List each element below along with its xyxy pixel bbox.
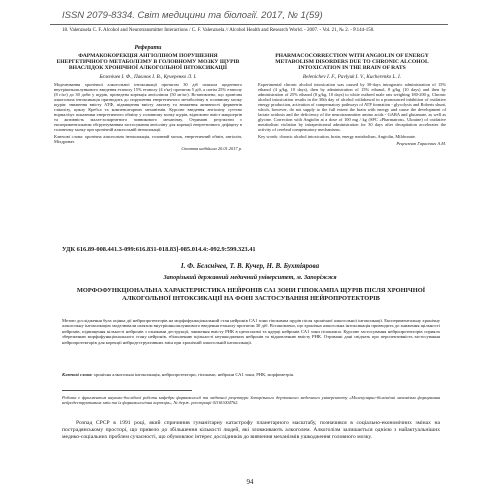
- article-affiliation: Запорізький державний медичний університет, м. Запоріжжя: [163, 274, 337, 281]
- abstract-title-en: PHARMACOCORRECTION WITH ANGIOLIN OF ENERGY METABOLISM DISORDERS DUE TO CHRONIC ALCOHOL INTOXICATION IN THE BRAIN OF RATS: [275, 53, 429, 72]
- udc-code: УДК 616.89-008.441.3-099:616.831-018.83]-085.014.4:-092.9:599.323.41: [62, 246, 256, 253]
- funding-footnote: Робота є фрагментом науково-дослідної роботи кафедри фармакології та медичної рецептури Запорізького державного медичного університету «Молекулярно-біохімічні механізми формування нейродеструктивних змін та їх фармакологічна корекція», № держ. реєстрації 0116U004762.: [62, 395, 440, 406]
- abstract-keywords-en: Key words: chronic alcohol intoxication, brain, energy metabolism, Angiolin, Mildronate.: [258, 133, 416, 139]
- footnote-rule: [62, 390, 192, 391]
- abstract-body-ua: Моделювання хронічної алкогольної інтоксикації протягом 30 діб шляхом щоденного внутрішньошлункового введення етанолу 15% етанолу (4 г/кг) протягом 5 діб, а потім 25% етанолу (8 г/кг) до 30 доби у щурів, проведена корекція ангіоліном (50 мг/кг). Встановлено, що хронічна алкогольна інтоксикація призводить до порушення енергетичного метаболізму в головному мозку щурів: зниження вмісту АТФ, підвищення вмісту лактату та зниження активності ферментів гліколізу, циклу Кребса та компенсаторних механізмів. Курсове введення ангіоліну суттєво нормалізує показники енергетичного обміну у головному мозку щурів, відновлює вміст макроергів та активність малат-аспартатного човникового механізму. Отримані результати є експериментальним обґрунтуванням застосування ангіоліну для корекції енергетичного дефіциту в головному мозку при хронічній алкогольній інтоксикації.: [54, 81, 242, 133]
- article-title: МОРФОФУНКЦІОНАЛЬНА ХАРАКТЕРИСТИКА НЕЙРОНІВ СА1 ЗОНИ ГІПОКАМПА ЩУРІВ ПІСЛЯ ХРОНІЧНОЇ АЛКОГОЛЬНОЇ ІНТОКСИКАЦІЇ НА ФОНІ ЗАСТОСУВАННЯ НЕЙРОПРОТЕКТОРІВ: [76, 287, 426, 302]
- abstract-authors-ua: Бєлєнічев І. Ф., Павлюк І. В., Кучеренко Л. І.: [99, 73, 197, 80]
- received-date: Стаття надійшла 20.01.2017 р.: [181, 145, 242, 151]
- article-authors: І. Ф. Бєлєнічев, Т. В. Кучер, Н. В. Бухтіярова: [180, 262, 320, 270]
- section-spacer: [258, 45, 446, 51]
- journal-issn-header: ISSN 2079-8334. Світ медицини та біології. 2017, № 1(59): [62, 10, 323, 21]
- keywords-text: хронічна алкогольна інтоксикація, нейропротектори, гіпокамп, нейрони СА1 зони, РНК, морфометрія.: [93, 372, 294, 377]
- abstract-ukrainian: [54, 45, 242, 151]
- article-intro-paragraph: Розпад СРСР в 1991 році, який спричинив гуманітарну катастрофу планетарного масштабу, позначився в соціально-економічних змінах на пострадянському просторі, що привело до збільшення кількості людей, які зловживають алкоголем. Алкоголізм залишається однією з найактуальніших медико-соціальних проблем сучасності, що обумовлює інтерес дослідників до вивчення механізмів ушкодження головного мозку.: [62, 420, 440, 441]
- abstract-title-ua: ФАРМАКОКОРЕКЦІЯ АНГІОЛІНОМ ПОРУШЕННЯ ЕНЕРГЕТИЧНОГО МЕТАБОЛІЗМУ В ГОЛОВНОМУ МОЗКУ ЩУРІВ ВНАСЛІДОК ХРОНІЧНОЇ АЛКОГОЛЬНОЇ ІНТОКСИКАЦІЇ: [56, 53, 240, 72]
- section-heading: Реферати: [134, 45, 162, 51]
- article-abstract: Метою дослідження була оцінка дії нейропротекторів на морфофункціональний стан нейронів СА1 зони гіпокампа щурів після хронічної алкогольної інтоксикації. Експериментальну хронічну алкогольну інтоксикацію моделювали шляхом внутрішньошлункового введення етанолу протягом 30 діб. Встановлено, що хронічна алкогольна інтоксикація призводить до зниження щільності нейронів, підвищення кількості нейронів з ознаками деструкції, зниження вмісту РНК в цитоплазмі та ядерці нейронів СА1 зони гіпокампа. Курсове застосування нейропротекторів сприяло збереженню морфофункціонального стану нейронів, збільшенню щільності неушкоджених нейронів та відновленню вмісту РНК. Отримані дані свідчать про перспективність застосування нейропротекторів для корекції нейродеструктивних змін при хронічній алкогольній інтоксикації.: [62, 318, 440, 345]
- article-keywords: [62, 372, 440, 377]
- header-rule: [50, 24, 448, 25]
- keywords-label: Ключові слова:: [62, 372, 93, 377]
- page-number: 94: [246, 478, 254, 486]
- abstract-keywords-ua: Ключові слова: хронічна алкогольна інтоксикація, головний мозок, енергетичний обмін, ангіолін, Мілдронат.: [54, 133, 242, 144]
- abstract-english: [258, 45, 446, 146]
- reference-continuation: 18. Valenzuela C. F. Alcohol and Neurotransmitter Interactions / C. F. Valenzuela // Alcohol Health and Research World. - 2007. - Vol. 21, № 2. - P.144-150.: [62, 28, 375, 33]
- abstract-body-en: Experimental chronic alcohol intoxication was caused by 30-days intragastric administration of 15% ethanol (4 g/kg, 10 days), then by administration of 15% ethanol, 8 g/kg (10 days) and then by administration of 25% ethanol (8 g/kg, 10 days) to white outbred male rats weighing 180-200 g. Chronic alcohol intoxication results in the 30th day of alcohol withdrawal in a pronounced inhibition of oxidative energy production, activation of compensatory pathways of ATP formation - glycolysis and Roberts shunt, which, however, do not supply to the full extent the brain with energy and cause the development of lactate acidosis and the deficiency of the neurotransmitter amino acids - GABA and glutamate, as well as glycine. Correction with Angiolin at a dose of 100 mg / kg (SPC «Pharmatron», Ukraine) of oxidative metabolism violation by intraperitoneal administration for 30 days after decapitation accelerates the activity of cerebral compensatory mechanisms.: [258, 81, 446, 133]
- reviewer: Рецензент Гарасевич А.М.: [396, 140, 446, 146]
- abstract-authors-en: Belenichev I. F., Pavlyuk I. V., Kucherenko L. I.: [302, 73, 402, 80]
